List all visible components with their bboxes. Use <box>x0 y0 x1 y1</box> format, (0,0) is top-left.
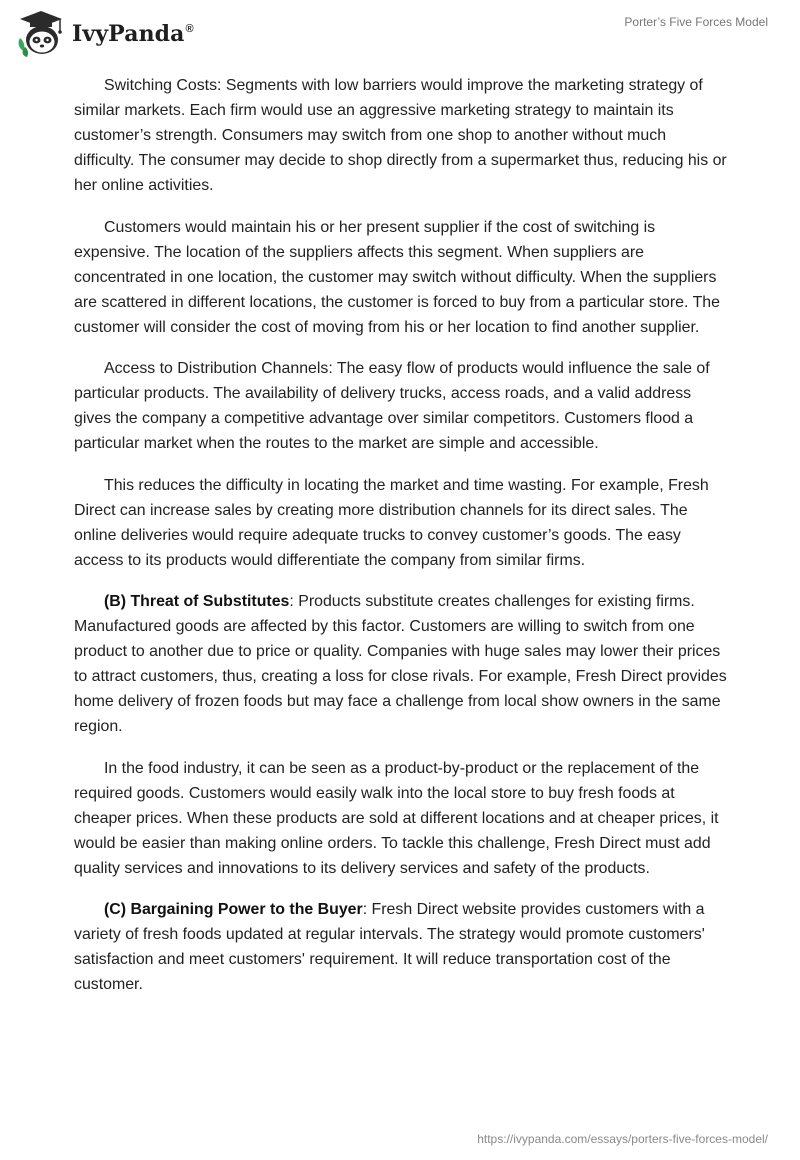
paragraph <box>74 756 728 881</box>
paragraph-text: Switching Costs: Segments with low barriers would improve the marketing strategy of similar markets. Each firm would use an aggressive marketing strategy to maintain its customer’s strength. Consumers may switch from one shop to another without much difficulty. The consumer may decide to shop directly from a supermarket thus, reducing his or her online activities. <box>74 77 727 194</box>
paragraph-text: This reduces the difficulty in locating the market and time wasting. For example, Fresh Direct can increase sales by creating more distribution channels for its direct sales. The online deliveries would require adequate trucks to convey customer’s goods. The easy access to its products would differentiate the company from similar firms. <box>74 476 709 569</box>
paragraph <box>74 473 728 573</box>
paragraph-text: : Products substitute creates challenges for existing firms. Manufactured goods are affected by this factor. Customers are willing to switch from one product to another due to price or quality. Companies with huge sales may lower their prices to attract customers, thus, creating a loss for close rivals. For example, Fresh Direct provides home delivery of frozen foods but may face a challenge from local show owners in the same region. <box>74 593 727 735</box>
paragraph-text: Access to Distribution Channels: The easy flow of products would influence the sale of particular products. The availability of delivery trucks, access roads, and a valid address gives the company a competitive advantage over similar competitors. Customers flood a particular market when the routes to the market are simple and accessible. <box>74 360 710 452</box>
ivypanda-logo[interactable] <box>16 9 194 59</box>
registered-mark: ® <box>185 23 194 35</box>
paragraph-text: : Fresh Direct website provides customers with a variety of fresh foods updated at regular intervals. The strategy would promote customers' satisfaction and meet customers' requirement. It will reduce transportation cost of the customer. <box>74 901 705 993</box>
page-header <box>0 0 800 70</box>
paragraph <box>74 356 728 456</box>
paragraph <box>74 73 728 198</box>
source-url-link[interactable]: https://ivypanda.com/essays/porters-five-forces-model/ <box>477 1132 768 1146</box>
panda-graduate-icon <box>16 9 66 59</box>
paragraph-lead: (C) Bargaining Power to the Buyer <box>104 901 363 918</box>
running-title: Porter’s Five Forces Model <box>624 15 768 29</box>
paragraph-text: In the food industry, it can be seen as a product-by-product or the replacement of the required goods. Customers would easily walk into the local store to buy fresh foods at cheaper prices. When these products are sold at different locations and at cheaper prices, it would be easier than making online orders. To tackle this challenge, Fresh Direct must add quality services and innovations to its delivery services and safety of the products. <box>74 759 719 877</box>
logo-wordmark: IvyPanda® <box>72 21 194 47</box>
paragraph-text: Customers would maintain his or her present supplier if the cost of switching is expensive. The location of the suppliers affects this segment. When suppliers are concentrated in one location, the customer may switch without difficulty. When the suppliers are scattered in different locations, the customer is forced to buy from a particular store. The customer will consider the cost of moving from his or her location to find another supplier. <box>74 218 720 336</box>
paragraph <box>74 215 728 340</box>
essay-body <box>74 73 728 1014</box>
paragraph <box>74 897 728 997</box>
paragraph-lead: (B) Threat of Substitutes <box>104 593 290 610</box>
paragraph <box>74 589 728 739</box>
